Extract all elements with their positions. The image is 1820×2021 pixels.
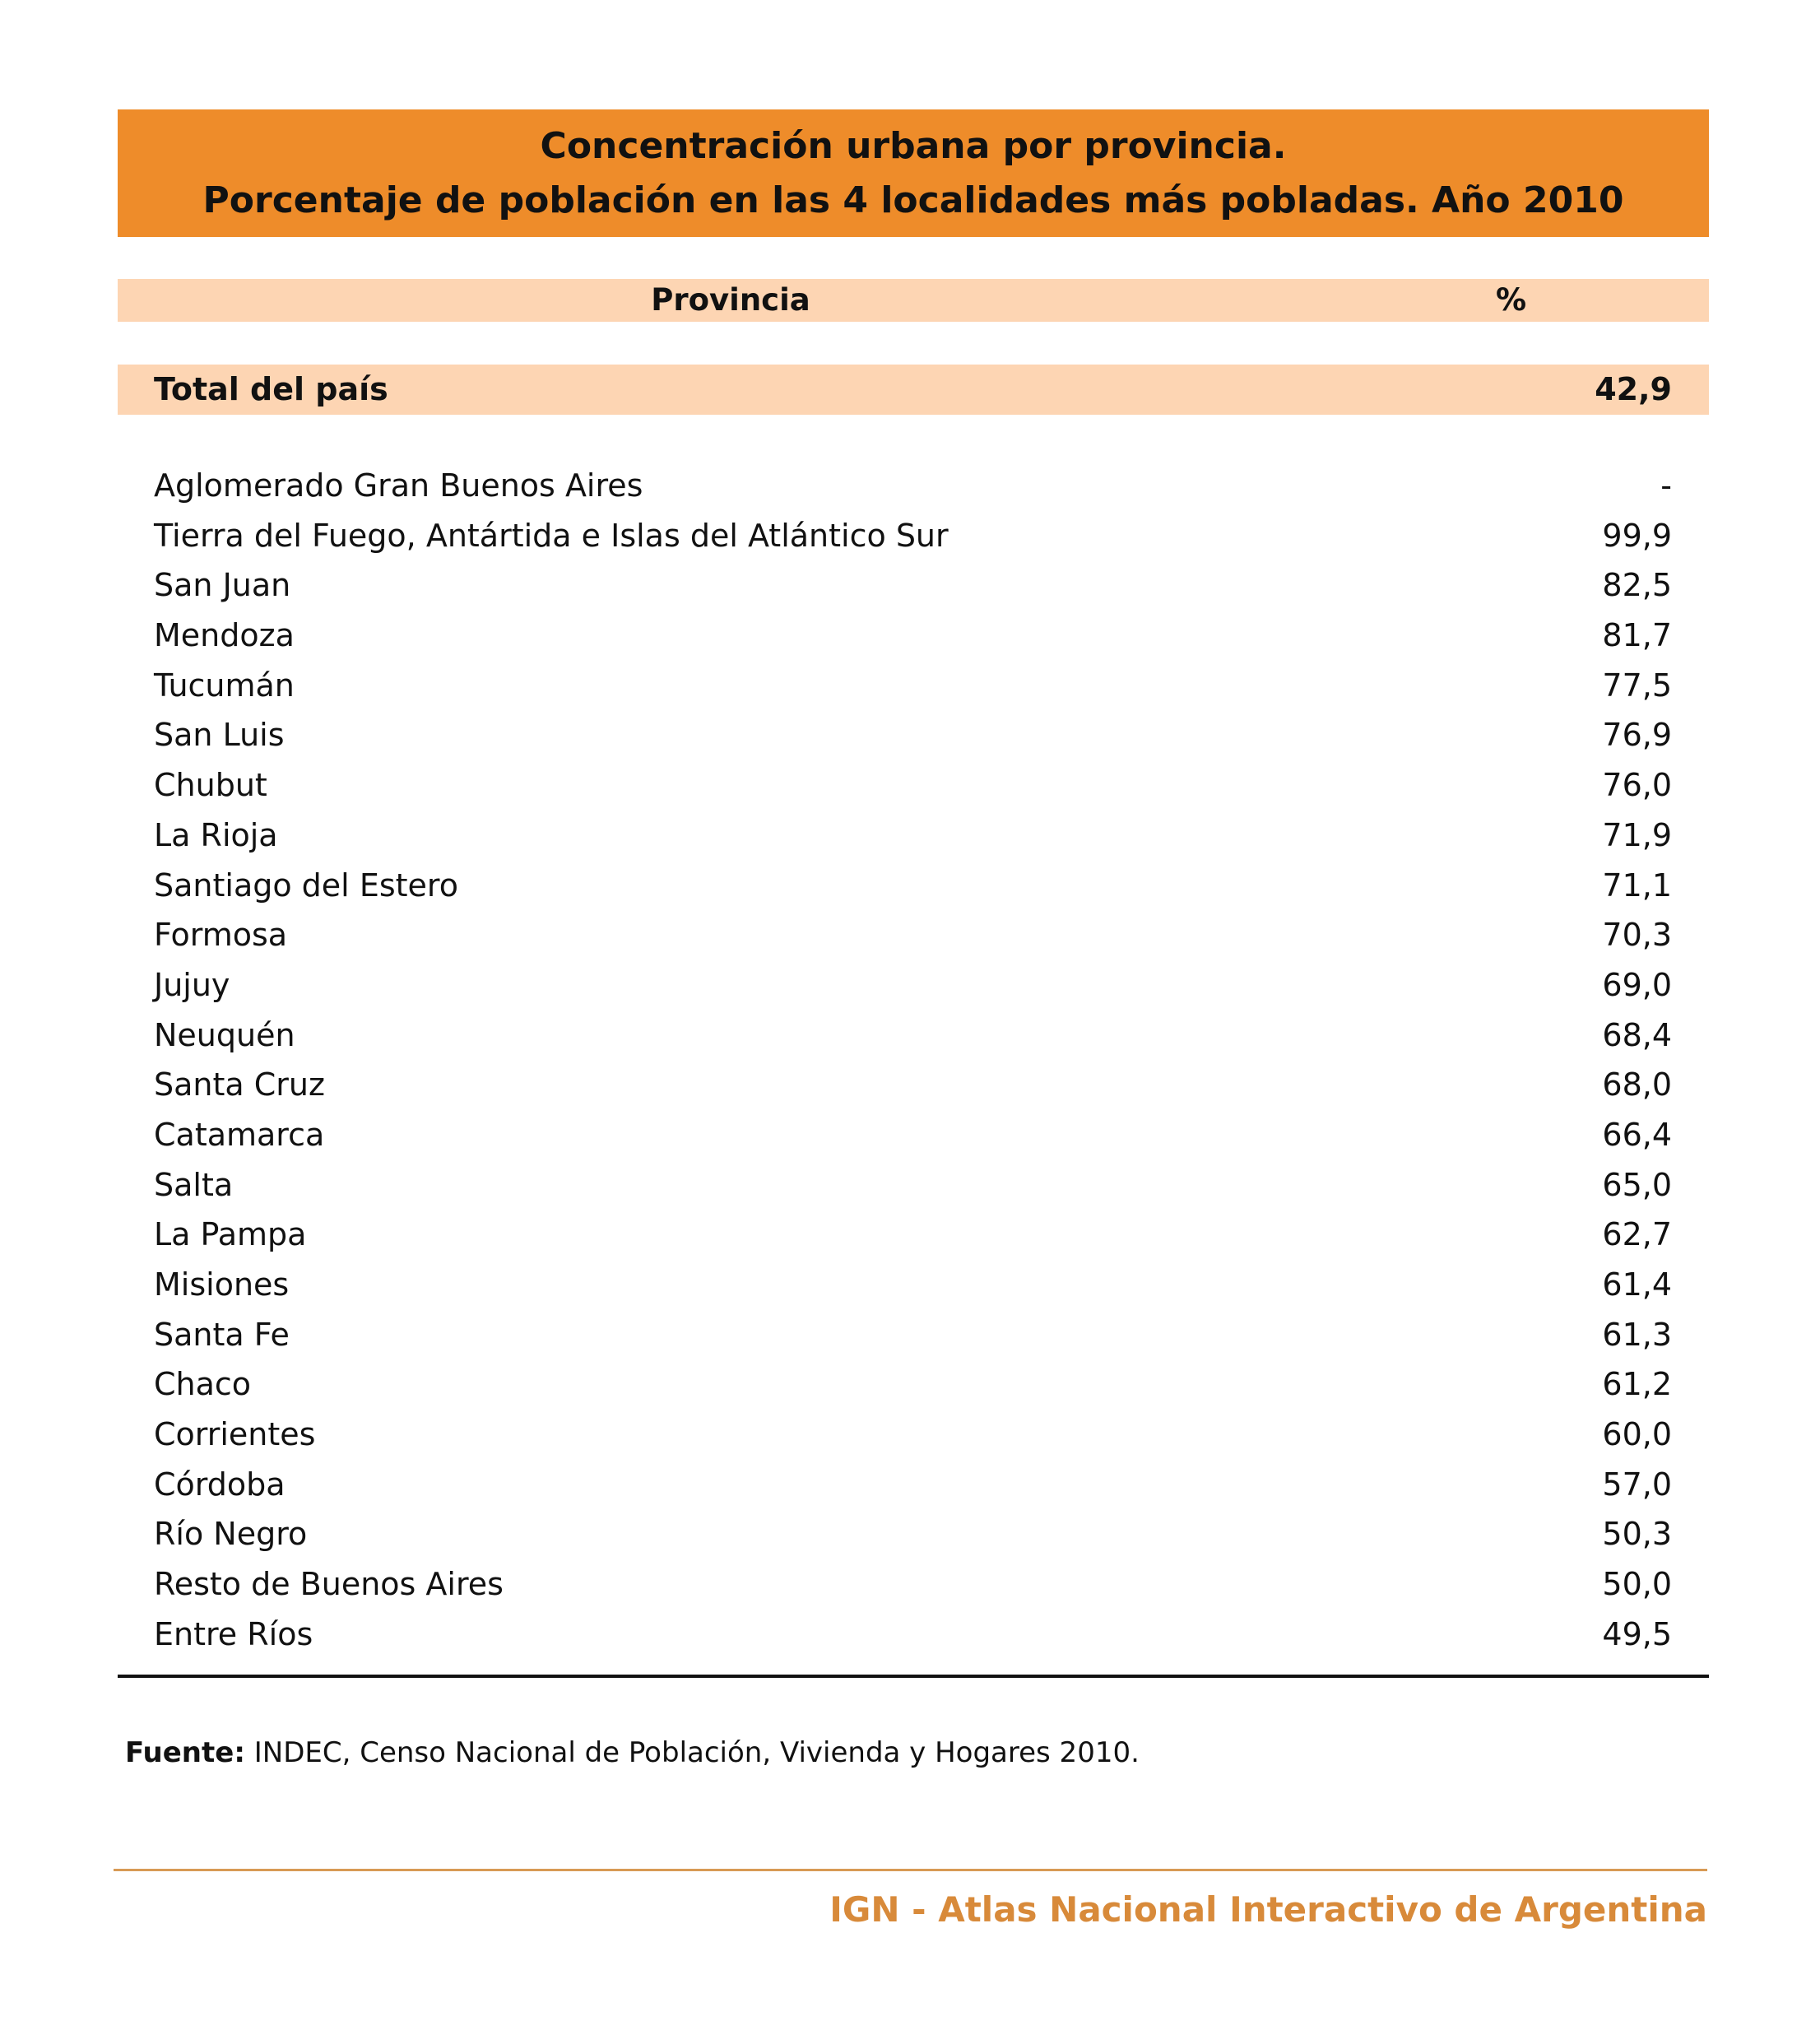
column-header-percent: % — [1496, 282, 1527, 318]
province-percent: 68,0 — [1602, 1066, 1672, 1103]
province-name: Río Negro — [154, 1516, 308, 1553]
table-row — [118, 1110, 1709, 1160]
table-row — [118, 1359, 1709, 1410]
province-name: Córdoba — [154, 1466, 286, 1503]
province-name: La Pampa — [154, 1216, 307, 1253]
province-percent: 71,1 — [1602, 866, 1672, 904]
province-name: Tierra del Fuego, Antártida e Islas del Atlántico Sur — [154, 517, 949, 554]
province-name: Jujuy — [154, 966, 230, 1003]
title-line-1: Concentración urbana por provincia. — [540, 125, 1287, 167]
table-header — [118, 279, 1709, 322]
table-row — [118, 560, 1709, 611]
total-row — [118, 365, 1709, 415]
total-label: Total del país — [154, 371, 388, 407]
table-row — [118, 1010, 1709, 1061]
province-name: Formosa — [154, 917, 288, 954]
table-row — [118, 710, 1709, 760]
table-title — [118, 109, 1709, 237]
province-percent: 65,0 — [1602, 1166, 1672, 1203]
table-row — [118, 511, 1709, 561]
province-percent: 50,0 — [1602, 1566, 1672, 1603]
table-row — [118, 1310, 1709, 1360]
table-row — [118, 1509, 1709, 1559]
table-row — [118, 861, 1709, 911]
table-row — [118, 1410, 1709, 1460]
province-percent: 81,7 — [1602, 617, 1672, 654]
province-name: Corrientes — [154, 1416, 316, 1453]
province-name: Tucumán — [154, 667, 295, 704]
province-name: San Luis — [154, 717, 285, 754]
table-row — [118, 1260, 1709, 1310]
table-row — [118, 1460, 1709, 1510]
footer-rule — [114, 1869, 1707, 1871]
table-row — [118, 811, 1709, 861]
province-percent: 57,0 — [1602, 1466, 1672, 1503]
footer-credit: IGN - Atlas Nacional Interactivo de Argentina — [829, 1889, 1707, 1930]
province-percent: 61,4 — [1602, 1266, 1672, 1303]
column-header-provincia: Provincia — [651, 282, 810, 318]
province-percent: 66,4 — [1602, 1116, 1672, 1153]
province-percent: 77,5 — [1602, 667, 1672, 704]
province-name: Santa Fe — [154, 1316, 290, 1353]
table-row — [118, 1060, 1709, 1110]
province-percent: - — [1660, 467, 1672, 504]
source-label: Fuente: — [125, 1736, 245, 1769]
table-row — [118, 661, 1709, 711]
province-percent: 50,3 — [1602, 1516, 1672, 1553]
table-row — [118, 960, 1709, 1010]
table-row — [118, 1559, 1709, 1610]
province-percent: 61,2 — [1602, 1366, 1672, 1403]
province-percent: 61,3 — [1602, 1316, 1672, 1353]
province-percent: 99,9 — [1602, 517, 1672, 554]
table-row — [118, 461, 1709, 511]
province-list — [118, 461, 1709, 1660]
table-row — [118, 1160, 1709, 1210]
province-name: Catamarca — [154, 1116, 325, 1153]
province-name: Chaco — [154, 1366, 252, 1403]
table-row — [118, 1210, 1709, 1260]
province-percent: 69,0 — [1602, 966, 1672, 1003]
province-name: Santa Cruz — [154, 1066, 325, 1103]
province-name: Salta — [154, 1166, 234, 1203]
province-name: Aglomerado Gran Buenos Aires — [154, 467, 643, 504]
province-percent: 76,0 — [1602, 767, 1672, 804]
table-row — [118, 611, 1709, 661]
province-name: Resto de Buenos Aires — [154, 1566, 504, 1603]
province-percent: 68,4 — [1602, 1016, 1672, 1053]
total-value: 42,9 — [1595, 371, 1672, 407]
province-name: Entre Ríos — [154, 1615, 313, 1652]
province-name: Mendoza — [154, 617, 295, 654]
source-text: INDEC, Censo Nacional de Población, Vivienda y Hogares 2010. — [244, 1736, 1140, 1769]
title-line-2: Porcentaje de población en las 4 localidades más pobladas. Año 2010 — [202, 179, 1624, 221]
table-row — [118, 760, 1709, 811]
source-note — [125, 1732, 1140, 1773]
province-percent: 71,9 — [1602, 816, 1672, 853]
province-percent: 60,0 — [1602, 1416, 1672, 1453]
province-percent: 49,5 — [1602, 1615, 1672, 1652]
table-bottom-rule — [118, 1675, 1709, 1678]
province-name: Santiago del Estero — [154, 866, 458, 904]
province-percent: 70,3 — [1602, 917, 1672, 954]
table-row — [118, 910, 1709, 960]
table-row — [118, 1610, 1709, 1660]
province-name: Neuquén — [154, 1016, 295, 1053]
province-name: San Juan — [154, 567, 291, 604]
province-percent: 82,5 — [1602, 567, 1672, 604]
province-name: La Rioja — [154, 816, 278, 853]
province-name: Chubut — [154, 767, 267, 804]
province-percent: 62,7 — [1602, 1216, 1672, 1253]
province-percent: 76,9 — [1602, 717, 1672, 754]
province-name: Misiones — [154, 1266, 290, 1303]
